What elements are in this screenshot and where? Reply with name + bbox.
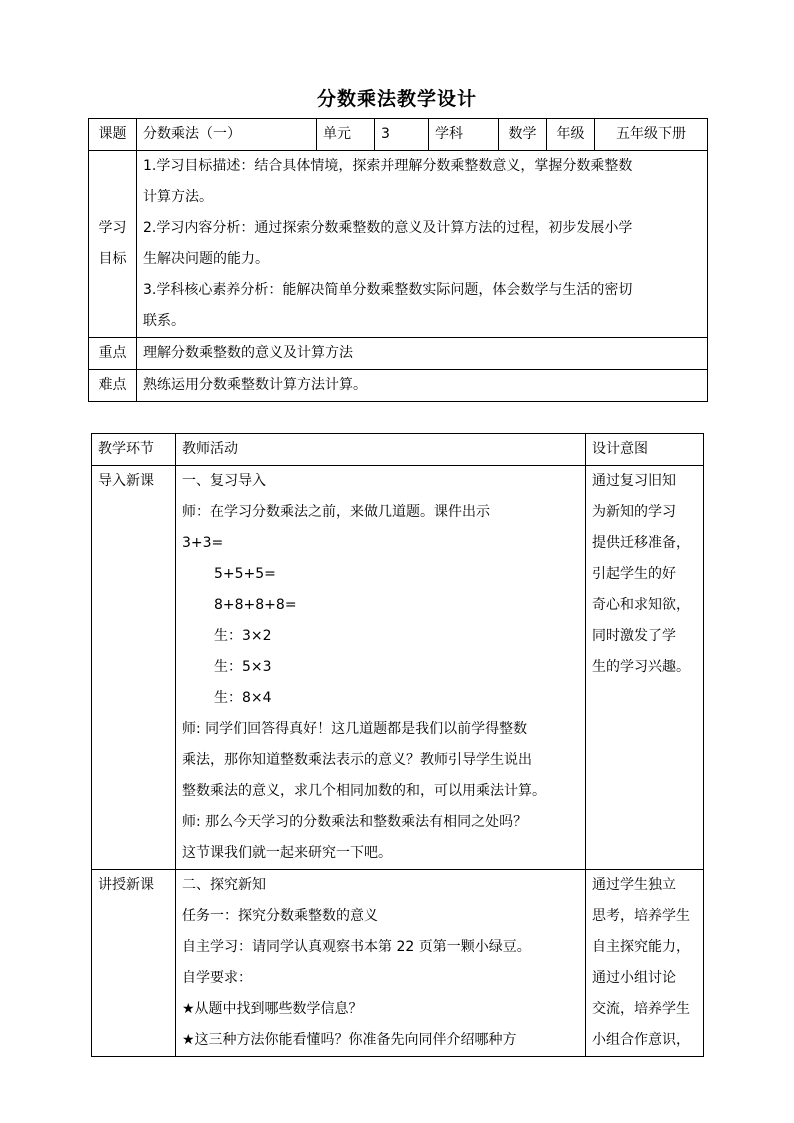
intent-line: 自主探究能力，	[592, 939, 690, 955]
goals-label	[89, 151, 137, 338]
activity-line: 师: 同学们回答得真好！这几道题都是我们以前学得整数	[182, 721, 528, 737]
activity-line: 生：5×3	[214, 659, 272, 675]
intent-line: 同时激发了学	[592, 628, 676, 644]
activity-line: ★这三种方法你能看懂吗？你准备先向同伴介绍哪种方	[182, 1032, 517, 1048]
teaching-plan-table	[91, 433, 704, 1057]
activity-line: 3+3=	[182, 535, 224, 551]
activity-line: 乘法，那你知道整数乘法表示的意义？教师引导学生说出	[182, 752, 532, 768]
course-info-table	[88, 118, 708, 402]
activity-line: 师：在学习分数乘法之前，来做几道题。课件出示	[182, 504, 490, 520]
intent-line: 通过学生独立	[592, 877, 676, 893]
course-label: 课题	[89, 119, 137, 151]
intent-line: 为新知的学习	[592, 504, 676, 520]
goal-line: 计算方法。	[143, 189, 213, 205]
intent-line: 引起学生的好	[592, 566, 676, 582]
unit-value: 3	[375, 119, 429, 151]
goal-line: 1.学习目标描述：结合具体情境，探索并理解分数乘整数意义，掌握分数乘整数	[143, 158, 633, 174]
goal-line: 生解决问题的能力。	[143, 251, 269, 267]
goal-line: 3.学科核心素养分析：能解决简单分数乘整数实际问题，体会数学与生活的密切	[143, 282, 633, 298]
intent-line: 奇心和求知欲，	[592, 597, 690, 613]
intent-line: 通过复习旧知	[592, 473, 676, 489]
stage-header: 教学环节	[92, 434, 176, 466]
unit-label: 单元	[317, 119, 375, 151]
activity-line: 自学要求：	[182, 970, 252, 986]
activity-line: 生：3×2	[214, 628, 272, 644]
activity-line: 整数乘法的意义，求几个相同加数的和，可以用乘法计算。	[182, 783, 546, 799]
activity-line: 师: 那么今天学习的分数乘法和整数乘法有相同之处吗？	[182, 814, 528, 830]
difficulty-label: 难点	[89, 370, 137, 402]
grade-value: 五年级下册	[595, 119, 708, 151]
intent-line: 通过小组讨论	[592, 970, 676, 986]
page-title: 分数乘法教学设计	[316, 88, 477, 110]
stage-intro: 导入新课	[92, 466, 176, 870]
subject-value: 数学	[499, 119, 547, 151]
course-value: 分数乘法（一）	[137, 119, 317, 151]
intent-line: 交流，培养学生	[592, 1001, 690, 1017]
intent-line: 思考，培养学生	[592, 908, 690, 924]
goal-line: 联系。	[143, 313, 185, 329]
intent-line: 生的学习兴趣。	[592, 659, 690, 675]
activity-line: 8+8+8+8=	[214, 597, 297, 613]
activity-line: 二、探究新知	[182, 877, 266, 893]
subject-label: 学科	[429, 119, 499, 151]
activity-line: 任务一：探究分数乘整数的意义	[182, 908, 378, 924]
goal-line: 2.学习内容分析：通过探索分数乘整数的意义及计算方法的过程，初步发展小学	[143, 220, 633, 236]
key-point-value: 理解分数乘整数的意义及计算方法	[137, 338, 708, 370]
activity-line: 5+5+5=	[214, 566, 276, 582]
activity-line: ★从题中找到哪些数学信息？	[182, 1001, 363, 1017]
activity-line: 生：8×4	[214, 690, 272, 706]
teacher-header: 教师活动	[176, 434, 586, 466]
activity-line: 自主学习：请同学认真观察书本第 22 页第一颗小绿豆。	[182, 939, 531, 955]
intent-line: 提供迁移准备，	[592, 535, 690, 551]
intent-line: 小组合作意识，	[592, 1032, 690, 1048]
intent-header: 设计意图	[586, 434, 704, 466]
goals-content	[137, 151, 708, 338]
intro-activities	[176, 466, 586, 870]
stage-new-lesson: 讲授新课	[92, 870, 176, 1057]
new-lesson-activities	[176, 870, 586, 1057]
activity-line: 这节课我们就一起来研究一下吧。	[182, 845, 392, 861]
goals-label-text: 学习目标	[98, 220, 127, 267]
difficulty-value: 熟练运用分数乘整数计算方法计算。	[137, 370, 708, 402]
intro-intent	[586, 466, 704, 870]
key-point-label: 重点	[89, 338, 137, 370]
new-lesson-intent	[586, 870, 704, 1057]
grade-label: 年级	[547, 119, 595, 151]
activity-line: 一、复习导入	[182, 473, 266, 489]
